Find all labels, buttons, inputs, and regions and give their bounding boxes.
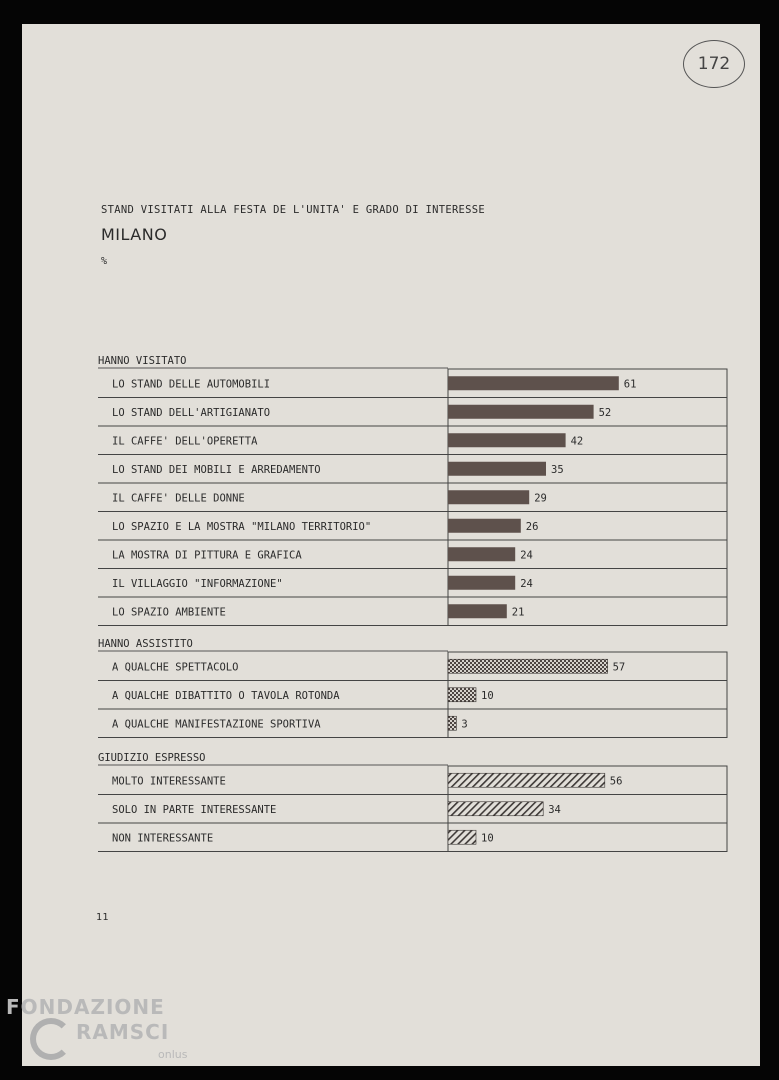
- bar: [448, 802, 543, 816]
- bar: [448, 659, 608, 673]
- bar-label: LO SPAZIO AMBIENTE: [112, 606, 226, 619]
- bar: [448, 519, 521, 533]
- bar: [448, 376, 619, 390]
- bar: [448, 433, 566, 447]
- bar: [448, 462, 546, 476]
- bar-label: LO STAND DEI MOBILI E ARREDAMENTO: [112, 463, 321, 476]
- bar-value-label: 61: [623, 378, 637, 391]
- folio-number: 172: [683, 40, 745, 88]
- bar-label: NON INTERESSANTE: [112, 832, 214, 845]
- bar-value-label: 10: [481, 689, 494, 702]
- bar-label: A QUALCHE SPETTACOLO: [112, 661, 239, 674]
- bar-label: A QUALCHE MANIFESTAZIONE SPORTIVA: [112, 718, 321, 731]
- bar-label: LO STAND DELLE AUTOMOBILI: [112, 378, 271, 391]
- bar-value-label: 26: [525, 520, 539, 533]
- group-header: HANNO ASSISTITO: [98, 638, 193, 650]
- watermark-line2: RAMSCI: [76, 1020, 170, 1044]
- bar-value-label: 21: [511, 606, 525, 619]
- bar-value-label: 29: [534, 492, 547, 505]
- bar: [448, 547, 515, 561]
- bar-value-label: 10: [481, 832, 494, 845]
- bar-value-label: 34: [548, 803, 561, 816]
- bar: [448, 773, 605, 787]
- bar: [448, 716, 456, 730]
- bar: [448, 490, 529, 504]
- bar-value-label: 35: [551, 463, 564, 476]
- watermark-line1: FONDAZIONE: [6, 995, 165, 1019]
- watermark-g-logo: [30, 1018, 72, 1060]
- bar-label: IL CAFFE' DELLE DONNE: [112, 492, 245, 505]
- bar: [448, 576, 515, 590]
- bar-value-label: 57: [612, 661, 626, 674]
- unit-label: %: [101, 256, 108, 267]
- bar-label: MOLTO INTERESSANTE: [112, 775, 226, 788]
- group-header: GIUDIZIO ESPRESSO: [98, 752, 206, 764]
- city-label: MILANO: [101, 225, 168, 244]
- bar-value-label: 3: [461, 718, 468, 731]
- bar-label: LO STAND DELL'ARTIGIANATO: [112, 406, 271, 419]
- watermark-line3: onlus: [158, 1048, 188, 1061]
- bar-label: A QUALCHE DIBATTITO O TAVOLA ROTONDA: [112, 689, 340, 702]
- bar-value-label: 24: [520, 549, 533, 562]
- group-header: HANNO VISITATO: [98, 355, 187, 367]
- bar: [448, 688, 476, 702]
- bar-value-label: 42: [570, 435, 584, 448]
- bar-label: IL VILLAGGIO "INFORMAZIONE": [112, 577, 283, 590]
- bar-label: LA MOSTRA DI PITTURA E GRAFICA: [112, 549, 302, 562]
- bar-value-label: 52: [598, 406, 612, 419]
- bar-label: LO SPAZIO E LA MOSTRA "MILANO TERRITORIO": [112, 520, 372, 533]
- bar-label: SOLO IN PARTE INTERESSANTE: [112, 803, 277, 816]
- bar-value-label: 56: [609, 775, 623, 788]
- bar: [448, 405, 594, 419]
- chart-title: STAND VISITATI ALLA FESTA DE L'UNITA' E GRADO DI INTERESSE: [101, 204, 486, 216]
- bar-value-label: 24: [520, 577, 533, 590]
- bar: [448, 830, 476, 844]
- bar: [448, 604, 507, 618]
- page-number: 11: [96, 912, 109, 923]
- bar-label: IL CAFFE' DELL'OPERETTA: [112, 435, 258, 448]
